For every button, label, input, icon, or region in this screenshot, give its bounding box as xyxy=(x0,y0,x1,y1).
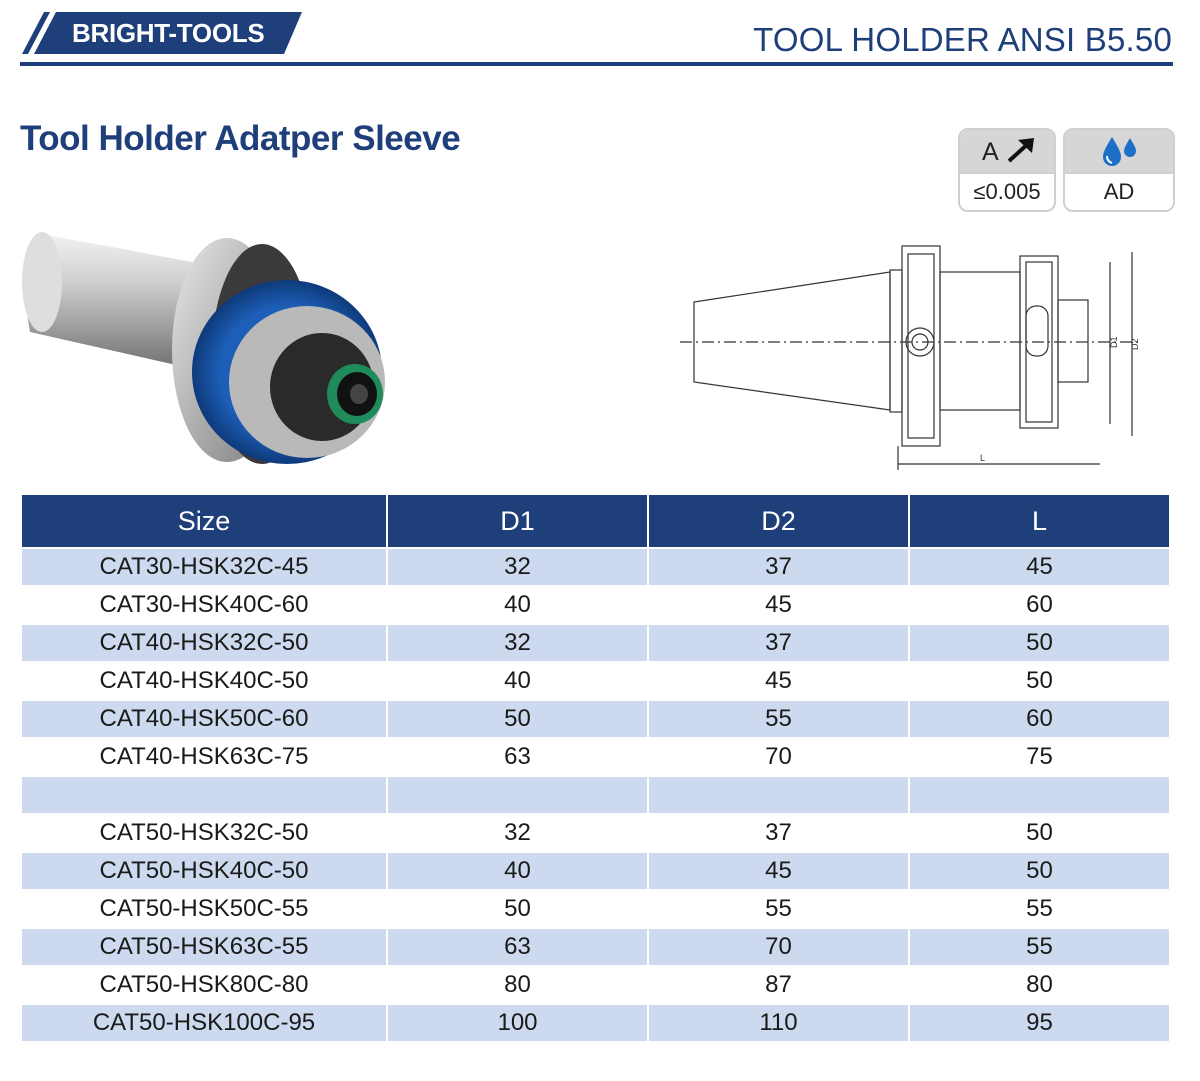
table-row xyxy=(22,1004,1169,1041)
table-row xyxy=(22,852,1169,890)
column-header-l: L xyxy=(909,495,1169,548)
water-drops-icon xyxy=(1099,134,1139,168)
drawing-label-d1: D1 xyxy=(1109,336,1119,348)
l-cell: 50 xyxy=(909,624,1169,662)
size-cell xyxy=(22,776,387,814)
table-row xyxy=(22,890,1169,928)
l-cell: 95 xyxy=(909,1004,1169,1041)
d2-cell: 45 xyxy=(648,852,909,890)
d1-cell: 50 xyxy=(387,700,648,738)
column-header-size: Size xyxy=(22,495,387,548)
drawing-label-l: L xyxy=(980,453,986,463)
d1-cell: 80 xyxy=(387,966,648,1004)
l-cell: 60 xyxy=(909,586,1169,624)
arrow-up-right-icon xyxy=(1006,138,1036,164)
l-cell xyxy=(909,776,1169,814)
size-cell: CAT40-HSK40C-50 xyxy=(22,662,387,700)
table-row xyxy=(22,624,1169,662)
size-cell: CAT40-HSK50C-60 xyxy=(22,700,387,738)
l-cell: 45 xyxy=(909,548,1169,586)
d2-cell: 55 xyxy=(648,700,909,738)
size-cell: CAT50-HSK63C-55 xyxy=(22,928,387,966)
d2-cell: 37 xyxy=(648,814,909,852)
d1-cell: 63 xyxy=(387,928,648,966)
drawing-label-d2: D2 xyxy=(1130,338,1140,350)
d2-cell: 55 xyxy=(648,890,909,928)
d1-cell: 100 xyxy=(387,1004,648,1041)
d2-cell: 87 xyxy=(648,966,909,1004)
d1-cell: 32 xyxy=(387,814,648,852)
size-cell: CAT40-HSK63C-75 xyxy=(22,738,387,776)
product-photo xyxy=(22,222,392,477)
d1-cell: 32 xyxy=(387,548,648,586)
d2-cell: 70 xyxy=(648,738,909,776)
table-row xyxy=(22,738,1169,776)
d1-cell: 63 xyxy=(387,738,648,776)
table-row xyxy=(22,928,1169,966)
size-cell: CAT30-HSK32C-45 xyxy=(22,548,387,586)
l-cell: 75 xyxy=(909,738,1169,776)
table-row xyxy=(22,966,1169,1004)
table-row xyxy=(22,814,1169,852)
d2-cell xyxy=(648,776,909,814)
size-cell: CAT50-HSK32C-50 xyxy=(22,814,387,852)
l-cell: 50 xyxy=(909,662,1169,700)
size-cell: CAT30-HSK40C-60 xyxy=(22,586,387,624)
page-title: Tool Holder Adatper Sleeve xyxy=(20,119,461,158)
d1-cell: 40 xyxy=(387,586,648,624)
table-row xyxy=(22,548,1169,586)
brand-name: BRIGHT-TOOLS xyxy=(72,18,265,48)
table-row xyxy=(22,662,1169,700)
size-cell: CAT50-HSK100C-95 xyxy=(22,1004,387,1041)
d2-cell: 37 xyxy=(648,548,909,586)
size-cell: CAT40-HSK32C-50 xyxy=(22,624,387,662)
d2-cell: 110 xyxy=(648,1004,909,1041)
spec-table xyxy=(22,495,1169,1041)
size-cell: CAT50-HSK80C-80 xyxy=(22,966,387,1004)
accuracy-letter: A xyxy=(982,138,999,166)
d2-cell: 37 xyxy=(648,624,909,662)
d1-cell: 50 xyxy=(387,890,648,928)
d1-cell: 40 xyxy=(387,852,648,890)
table-row xyxy=(22,700,1169,738)
l-cell: 55 xyxy=(909,928,1169,966)
accuracy-badge xyxy=(958,128,1056,212)
coolant-badge xyxy=(1063,128,1175,212)
column-header-d2: D2 xyxy=(648,495,909,548)
l-cell: 50 xyxy=(909,852,1169,890)
d1-cell xyxy=(387,776,648,814)
d2-cell: 70 xyxy=(648,928,909,966)
accuracy-value: ≤0.005 xyxy=(960,172,1054,210)
l-cell: 55 xyxy=(909,890,1169,928)
d2-cell: 45 xyxy=(648,586,909,624)
table-row xyxy=(22,586,1169,624)
table-row-empty xyxy=(22,776,1169,814)
header-divider xyxy=(20,62,1173,66)
header-title: TOOL HOLDER ANSI B5.50 xyxy=(753,21,1172,58)
column-header-d1: D1 xyxy=(387,495,648,548)
d1-cell: 32 xyxy=(387,624,648,662)
l-cell: 50 xyxy=(909,814,1169,852)
size-cell: CAT50-HSK40C-50 xyxy=(22,852,387,890)
coolant-value: AD xyxy=(1065,172,1173,210)
l-cell: 80 xyxy=(909,966,1169,1004)
d1-cell: 40 xyxy=(387,662,648,700)
size-cell: CAT50-HSK50C-55 xyxy=(22,890,387,928)
technical-drawing xyxy=(680,240,1150,470)
d2-cell: 45 xyxy=(648,662,909,700)
l-cell: 60 xyxy=(909,700,1169,738)
table-header-row xyxy=(22,495,1169,548)
